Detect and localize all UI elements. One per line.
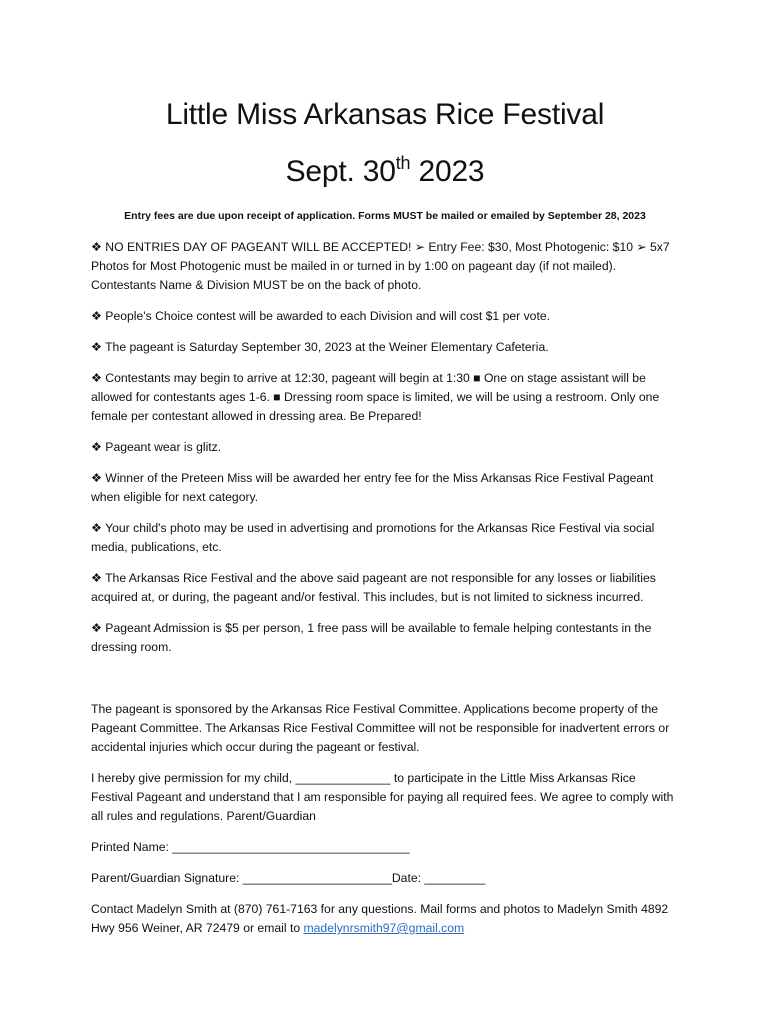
signature-date-line[interactable]: Parent/Guardian Signature: ______________________Date: _________ [91,871,486,885]
contact-text: Contact Madelyn Smith at (870) 761-7163 for any questions. Mail forms and photos to Madelyn Smith 4892 Hwy 956 Weiner, AR 72479 or email to [91,902,669,935]
sponsor-paragraph: The pageant is sponsored by the Arkansas Rice Festival Committee. Applications become property of the Pageant Committee. The Arkansas Rice Festival Committee will not be responsible for inadvertent errors or accidental injuries which occur during the pageant or festival. [91,702,670,754]
entry-deadline-note: Entry fees are due upon receipt of application. Forms MUST be mailed or emailed by September 28, 2023 [124,210,646,222]
rule-item: ❖ The pageant is Saturday September 30, 2023 at the Weiner Elementary Cafeteria. [91,340,549,354]
rule-item: ❖ The Arkansas Rice Festival and the above said pageant are not responsible for any losses or liabilities acquired at, or during, the pageant and/or festival. This includes, but is not limited to sickness incurred. [91,571,656,604]
contact-paragraph [91,900,681,938]
email-link[interactable]: madelynrsmith97@gmail.com [303,921,465,935]
event-date-title: Sept. 30th 2023 [285,153,485,188]
spacer [91,669,681,700]
rule-item: ❖ Pageant wear is glitz. [91,440,222,454]
rule-item: ❖ Contestants may begin to arrive at 12:30, pageant will begin at 1:30 ■ One on stage assistant will be allowed for contestants ages 1-6. ■ Dressing room space is limited, we will be using a restroom. Only one female per contestant allowed in dressing area. Be Prepared! [91,371,660,423]
rule-item: ❖ People's Choice contest will be awarded to each Division and will cost $1 per vote. [91,309,551,323]
rule-item: ❖ NO ENTRIES DAY OF PAGEANT WILL BE ACCEPTED! ➢ Entry Fee: $30, Most Photogenic: $10 ➢ 5x7 Photos for Most Photogenic must be mailed in or turned in by 1:00 on pageant day (if not mailed). Contestants Name & Division MUST be on the back of photo. [91,240,670,292]
permission-paragraph: I hereby give permission for my child, ______________ to participate in the Little Miss Arkansas Rice Festival Pageant and understand that I am responsible for paying all required fees. We agree to comply with all rules and regulations. Parent/Guardian [91,771,674,823]
rule-item: ❖ Pageant Admission is $5 per person, 1 free pass will be available to female helping contestants in the dressing room. [91,621,652,654]
document-body [91,238,681,950]
rule-item: ❖ Your child's photo may be used in advertising and promotions for the Arkansas Rice Festival via social media, publications, etc. [91,521,655,554]
document-title: Little Miss Arkansas Rice Festival [165,98,605,131]
rule-item: ❖ Winner of the Preteen Miss will be awarded her entry fee for the Miss Arkansas Rice Festival Pageant when eligible for next category. [91,471,654,504]
date-suffix: th [395,153,411,173]
printed-name-line[interactable]: Printed Name: ___________________________________ [91,840,410,854]
